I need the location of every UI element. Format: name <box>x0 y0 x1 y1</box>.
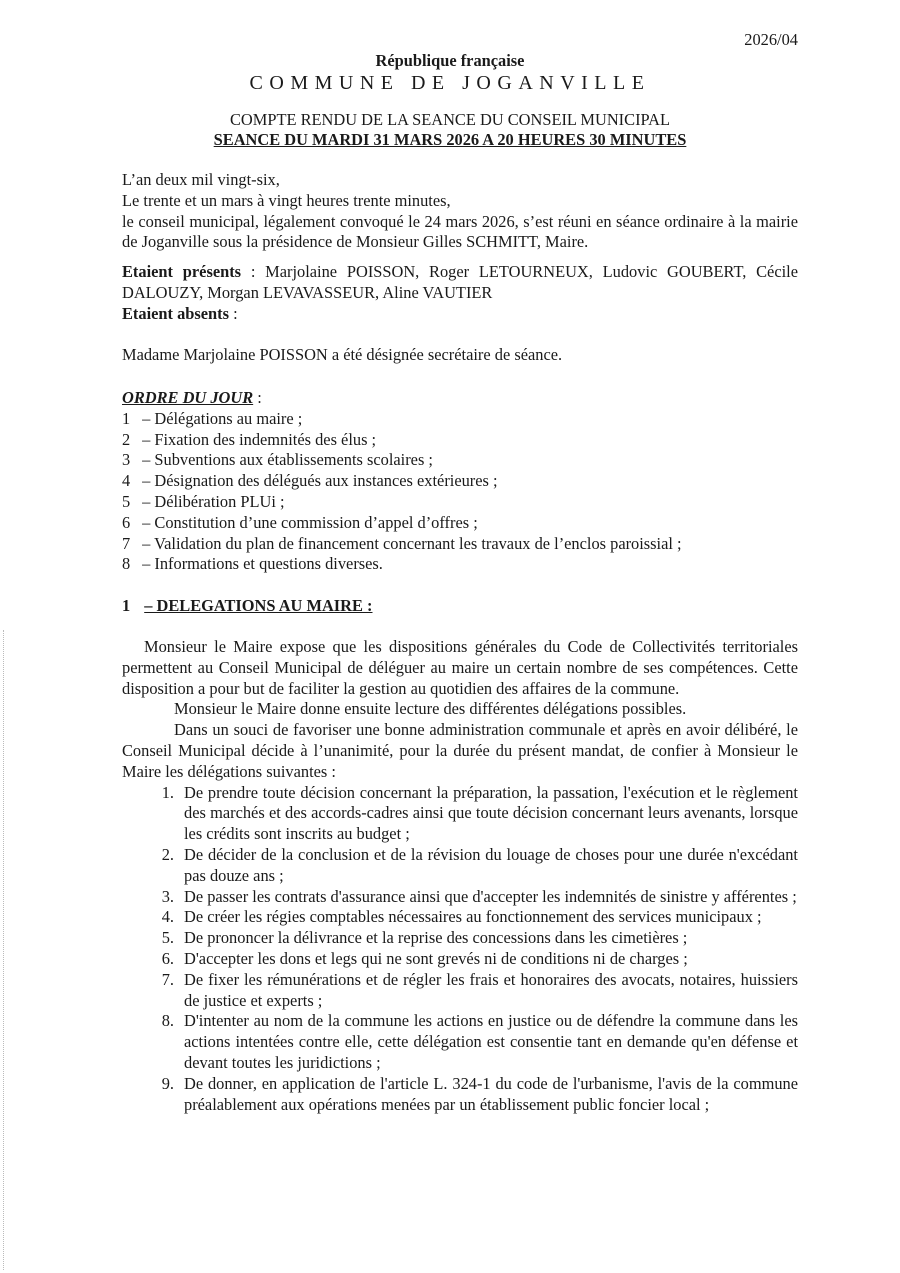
delegation-item <box>122 887 798 908</box>
delegation-number: 9. <box>161 1073 174 1093</box>
section-number: 1 <box>122 596 131 615</box>
delegation-text: D'intenter au nom de la commune les actions en justice ou de défendre la commune dans les actions intentées contre elle, cette délégation est consentie tant en demande qu'en défense et devant toutes les juridictions ; <box>184 1011 798 1072</box>
intro-paragraph <box>122 170 798 253</box>
delegation-text: De donner, en application de l'article L. 324-1 du code de l'urbanisme, l'avis de la commune préalablement aux opérations menées par un établissement public foncier local ; <box>184 1073 798 1114</box>
agenda-item-text: – Désignation des délégués aux instances extérieures ; <box>138 471 498 491</box>
delegation-item <box>122 845 798 887</box>
agenda-item <box>122 492 798 513</box>
agenda-item-text: – Fixation des indemnités des élus ; <box>138 429 377 449</box>
delegation-text: De fixer les rémunérations et de régler les frais et honoraires des avocats, notaires, huissiers de justice et experts ; <box>184 969 798 1010</box>
agenda-item-text: – Constitution d’une commission d’appel d’offres ; <box>138 512 478 532</box>
agenda-item-number: 1 <box>122 408 131 428</box>
secretary-statement: Madame Marjolaine POISSON a été désignée secrétaire de séance. <box>122 345 563 364</box>
absent-list: : <box>229 303 238 323</box>
present-list: : Marjolaine POISSON, Roger LETOURNEUX, Ludovic GOUBERT, Cécile DALOUZY, Morgan LEVAVASSEUR, Aline VAUTIER <box>122 262 798 302</box>
delegation-item <box>122 928 798 949</box>
delegation-number: 5. <box>161 928 174 948</box>
delegation-number: 7. <box>161 969 174 989</box>
body-paragraph: Monsieur le Maire expose que les dispositions générales du Code de Collectivités territoriales permettent au Conseil Municipal de déléguer au maire un certain nombre de ses compétences. Cette disposition a pour but de faciliter la gestion au quotidien des affaires de la commune. <box>122 637 798 698</box>
agenda-item-number: 7 <box>122 533 131 553</box>
agenda-item-text: – Délibération PLUi ; <box>138 491 285 511</box>
agenda-item <box>122 409 798 430</box>
delegation-text: De décider de la conclusion et de la révision du louage de choses pour une durée n'excédant pas douze ans ; <box>184 844 798 885</box>
agenda-item-text: – Subventions aux établissements scolaires ; <box>138 450 433 470</box>
agenda-item-number: 4 <box>122 471 131 491</box>
body-paragraph: Monsieur le Maire donne ensuite lecture des différentes délégations possibles. <box>174 699 687 719</box>
agenda-item <box>122 554 798 575</box>
session-title: SEANCE DU MARDI 31 MARS 2026 A 20 HEURES 30 MINUTES <box>213 130 687 149</box>
section-1-body <box>122 637 798 1115</box>
agenda-item <box>122 471 798 492</box>
intro-line: Le trente et un mars à vingt heures trente minutes, <box>122 190 451 210</box>
intro-line: le conseil municipal, légalement convoqué le 24 mars 2026, s’est réuni en séance ordinaire à la mairie de Joganville sous la présidence de Monsieur Gilles SCHMITT, Maire. <box>122 211 798 252</box>
report-title: COMPTE RENDU DE LA SEANCE DU CONSEIL MUNICIPAL <box>230 110 670 129</box>
agenda-item-text: – Délégations au maire ; <box>138 408 303 428</box>
agenda-item <box>122 450 798 471</box>
republic-heading: République française <box>375 51 525 70</box>
agenda-colon: : <box>253 388 262 407</box>
delegation-number: 4. <box>161 907 174 927</box>
agenda-item <box>122 534 798 555</box>
delegation-item <box>122 1011 798 1073</box>
delegation-item <box>122 1074 798 1116</box>
delegation-number: 2. <box>161 844 174 864</box>
body-paragraph: Dans un souci de favoriser une bonne administration communale et après en avoir délibéré, le Conseil Municipal décide à l’unanimité, pour la durée du présent mandat, de confier à Monsieur le Maire les délégations suivantes : <box>122 720 798 781</box>
delegation-text: De créer les régies comptables nécessaires au fonctionnement des services municipaux ; <box>184 907 762 927</box>
delegation-item <box>122 783 798 845</box>
commune-heading: COMMUNE DE JOGANVILLE <box>249 72 651 94</box>
delegation-item <box>122 907 798 928</box>
delegation-text: D'accepter les dons et legs qui ne sont grevés ni de conditions ni de charges ; <box>184 948 688 968</box>
delegations-list <box>122 783 798 1116</box>
agenda-item <box>122 513 798 534</box>
agenda-item-number: 6 <box>122 512 131 532</box>
present-label: Etaient présents <box>122 262 242 281</box>
agenda-item-number: 3 <box>122 450 131 470</box>
agenda-item-number: 5 <box>122 491 131 511</box>
agenda-title: ORDRE DU JOUR <box>122 388 254 407</box>
document-reference: 2026/04 <box>744 30 798 49</box>
absent-label: Etaient absents <box>122 303 230 323</box>
delegation-item <box>122 949 798 970</box>
delegation-number: 1. <box>161 782 174 802</box>
scan-margin-line <box>3 630 4 1270</box>
delegation-item <box>122 970 798 1012</box>
section-title: – DELEGATIONS AU MAIRE : <box>144 596 373 615</box>
delegation-number: 3. <box>161 886 174 906</box>
delegation-text: De passer les contrats d'assurance ainsi que d'accepter les indemnités de sinistre y afférentes ; <box>184 886 797 906</box>
agenda-item-text: – Validation du plan de financement concernant les travaux de l’enclos paroissial ; <box>138 533 682 553</box>
agenda-item-number: 2 <box>122 429 131 449</box>
delegation-text: De prononcer la délivrance et la reprise des concessions dans les cimetières ; <box>184 928 688 948</box>
delegation-number: 6. <box>161 948 174 968</box>
agenda-item-number: 8 <box>122 554 131 574</box>
delegation-text: De prendre toute décision concernant la préparation, la passation, l'exécution et le règlement des marchés et des accords-cadres ainsi que toute décision concernant leurs avenants, lorsque les crédits sont inscrits au budget ; <box>184 782 798 844</box>
agenda-item-text: – Informations et questions diverses. <box>138 554 383 574</box>
intro-line: L’an deux mil vingt-six, <box>122 170 280 189</box>
attendance <box>122 262 798 324</box>
delegation-number: 8. <box>161 1011 174 1031</box>
section-1-heading <box>122 596 798 617</box>
agenda <box>122 388 798 575</box>
agenda-item <box>122 430 798 451</box>
